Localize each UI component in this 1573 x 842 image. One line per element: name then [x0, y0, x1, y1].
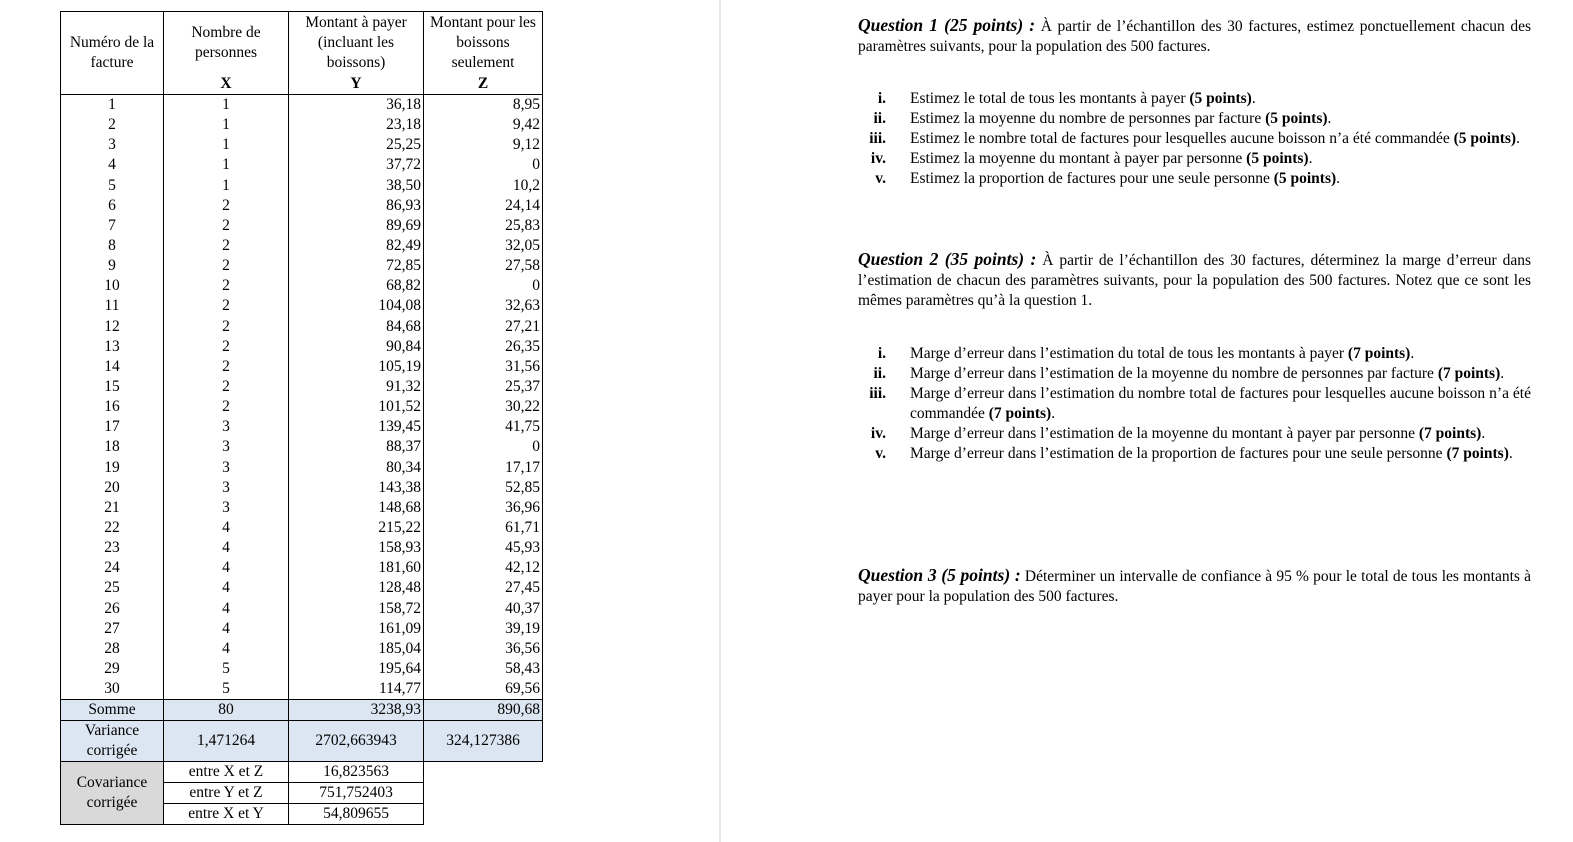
drinks-amount-cell: 30,22 [424, 397, 543, 417]
table-row [61, 216, 543, 236]
header-var-x: X [164, 74, 289, 95]
invoice-number-cell: 2 [61, 115, 164, 135]
drinks-amount-cell: 32,05 [424, 236, 543, 256]
question-1-intro: À partir de l’échantillon des 30 factures, estimez ponctuellement chacun des paramètres suivants, pour la population des 500 factures. [858, 18, 1532, 55]
persons-cell: 3 [164, 417, 289, 437]
item-text: Marge d’erreur dans l’estimation de la proportion de factures pour une seule personne [910, 445, 1447, 462]
invoice-number-cell: 28 [61, 639, 164, 659]
invoice-number-cell: 11 [61, 296, 164, 316]
roman-numeral: iv. [870, 150, 886, 167]
invoice-table [60, 11, 543, 825]
drinks-amount-cell: 10,2 [424, 176, 543, 196]
drinks-amount-cell: 27,58 [424, 256, 543, 276]
table-row [61, 478, 543, 498]
drinks-amount-cell: 17,17 [424, 458, 543, 478]
table-row [61, 498, 543, 518]
persons-cell: 4 [164, 639, 289, 659]
invoice-number-cell: 1 [61, 95, 164, 116]
invoice-number-cell: 24 [61, 558, 164, 578]
invoice-number-cell: 7 [61, 216, 164, 236]
persons-cell: 2 [164, 377, 289, 397]
table-row [61, 437, 543, 457]
question-item [858, 384, 1531, 424]
question-2-title: Question 2 (35 points) : [858, 249, 1037, 269]
invoice-number-cell: 12 [61, 317, 164, 337]
question-item [858, 89, 1531, 109]
invoice-number-cell: 27 [61, 619, 164, 639]
invoice-number-cell: 13 [61, 337, 164, 357]
invoice-number-cell: 14 [61, 357, 164, 377]
covariance-name: entre Y et Z [164, 783, 289, 804]
persons-cell: 1 [164, 95, 289, 116]
invoice-number-cell: 25 [61, 578, 164, 598]
table-row [61, 95, 543, 116]
drinks-amount-cell: 45,93 [424, 538, 543, 558]
page-divider [719, 0, 721, 842]
roman-numeral: iii. [869, 385, 886, 402]
covariance-value: 16,823563 [289, 762, 424, 783]
drinks-amount-cell: 0 [424, 155, 543, 175]
table-row [61, 599, 543, 619]
item-points: (7 points) [1437, 365, 1501, 382]
persons-cell: 5 [164, 679, 289, 700]
item-points: (5 points) [1189, 90, 1252, 107]
amount-due-cell: 36,18 [289, 95, 424, 116]
header-amount-due: Montant à payer (incluant les boissons) [289, 12, 424, 75]
amount-due-cell: 114,77 [289, 679, 424, 700]
amount-due-cell: 158,93 [289, 538, 424, 558]
empty-cell [424, 804, 543, 825]
persons-cell: 2 [164, 236, 289, 256]
amount-due-cell: 72,85 [289, 256, 424, 276]
amount-due-cell: 195,64 [289, 659, 424, 679]
amount-due-cell: 90,84 [289, 337, 424, 357]
sum-y: 3238,93 [289, 700, 424, 721]
item-tail: . [1516, 130, 1520, 147]
table-row [61, 578, 543, 598]
invoice-number-cell: 26 [61, 599, 164, 619]
persons-cell: 5 [164, 659, 289, 679]
item-points: (5 points) [1273, 170, 1337, 187]
invoice-number-cell: 29 [61, 659, 164, 679]
invoice-number-cell: 8 [61, 236, 164, 256]
persons-cell: 4 [164, 578, 289, 598]
roman-numeral: ii. [873, 365, 886, 382]
sum-z: 890,68 [424, 700, 543, 721]
item-text: Marge d’erreur dans l’estimation du nombre total de factures pour lesquelles aucune boisson n’a été commandée [910, 385, 1531, 422]
amount-due-cell: 215,22 [289, 518, 424, 538]
table-row [61, 135, 543, 155]
table-body [61, 95, 543, 700]
invoice-number-cell: 18 [61, 437, 164, 457]
drinks-amount-cell: 39,19 [424, 619, 543, 639]
table-row [61, 276, 543, 296]
persons-cell: 3 [164, 458, 289, 478]
drinks-amount-cell: 24,14 [424, 196, 543, 216]
header-var-z: Z [424, 74, 543, 95]
drinks-amount-cell: 27,45 [424, 578, 543, 598]
amount-due-cell: 84,68 [289, 317, 424, 337]
drinks-amount-cell: 25,37 [424, 377, 543, 397]
question-3-title: Question 3 (5 points) : [858, 565, 1021, 585]
invoice-number-cell: 15 [61, 377, 164, 397]
roman-numeral: ii. [873, 110, 886, 127]
drinks-amount-cell: 0 [424, 437, 543, 457]
persons-cell: 3 [164, 478, 289, 498]
invoice-number-cell: 6 [61, 196, 164, 216]
amount-due-cell: 143,38 [289, 478, 424, 498]
question-item [858, 424, 1531, 444]
table-row [61, 176, 543, 196]
item-text: Estimez la moyenne du montant à payer par personne [910, 150, 1247, 167]
variance-x: 1,471264 [164, 721, 289, 762]
amount-due-cell: 161,09 [289, 619, 424, 639]
persons-cell: 1 [164, 135, 289, 155]
empty-cell [424, 783, 543, 804]
table-row [61, 357, 543, 377]
persons-cell: 1 [164, 115, 289, 135]
variance-y: 2702,663943 [289, 721, 424, 762]
item-tail: . [1508, 445, 1513, 462]
question-item [858, 344, 1531, 364]
invoice-number-cell: 21 [61, 498, 164, 518]
persons-cell: 2 [164, 276, 289, 296]
item-tail: . [1308, 150, 1313, 167]
item-tail: . [1500, 365, 1505, 382]
amount-due-cell: 38,50 [289, 176, 424, 196]
amount-due-cell: 23,18 [289, 115, 424, 135]
item-text: Estimez la moyenne du nombre de personnes par facture [910, 110, 1266, 127]
variance-label: Variance corrigée [61, 721, 164, 762]
question-item [858, 364, 1531, 384]
table-row [61, 196, 543, 216]
roman-numeral: v. [875, 170, 886, 187]
item-points: (7 points) [1347, 345, 1411, 362]
header-persons: Nombre de personnes [164, 12, 289, 75]
question-2-items [858, 344, 1531, 464]
persons-cell: 2 [164, 216, 289, 236]
persons-cell: 2 [164, 317, 289, 337]
table-row [61, 659, 543, 679]
table-row [61, 256, 543, 276]
item-points: (5 points) [1246, 150, 1309, 167]
invoice-number-cell: 9 [61, 256, 164, 276]
drinks-amount-cell: 0 [424, 276, 543, 296]
item-points: (7 points) [1446, 445, 1509, 462]
covariance-label: Covariance corrigée [61, 762, 164, 825]
item-tail: . [1251, 90, 1256, 107]
table-row [61, 236, 543, 256]
item-tail: . [1336, 170, 1341, 187]
table-row [61, 317, 543, 337]
variance-z: 324,127386 [424, 721, 543, 762]
drinks-amount-cell: 32,63 [424, 296, 543, 316]
item-tail: . [1481, 425, 1486, 442]
sum-label: Somme [61, 700, 164, 721]
amount-due-cell: 91,32 [289, 377, 424, 397]
item-tail: . [1410, 345, 1415, 362]
amount-due-cell: 37,72 [289, 155, 424, 175]
invoice-number-cell: 23 [61, 538, 164, 558]
persons-cell: 4 [164, 518, 289, 538]
persons-cell: 2 [164, 296, 289, 316]
empty-cell [424, 762, 543, 783]
invoice-number-cell: 17 [61, 417, 164, 437]
question-item [858, 149, 1531, 169]
persons-cell: 1 [164, 176, 289, 196]
amount-due-cell: 89,69 [289, 216, 424, 236]
persons-cell: 3 [164, 437, 289, 457]
drinks-amount-cell: 61,71 [424, 518, 543, 538]
drinks-amount-cell: 42,12 [424, 558, 543, 578]
invoice-number-cell: 5 [61, 176, 164, 196]
drinks-amount-cell: 69,56 [424, 679, 543, 700]
item-text: Marge d’erreur dans l’estimation du total de tous les montants à payer [910, 345, 1348, 362]
drinks-amount-cell: 52,85 [424, 478, 543, 498]
table-row [61, 115, 543, 135]
roman-numeral: iv. [870, 425, 886, 442]
header-var-y: Y [289, 74, 424, 95]
drinks-amount-cell: 40,37 [424, 599, 543, 619]
invoice-number-cell: 16 [61, 397, 164, 417]
persons-cell: 4 [164, 558, 289, 578]
table-row [61, 619, 543, 639]
invoice-number-cell: 30 [61, 679, 164, 700]
amount-due-cell: 148,68 [289, 498, 424, 518]
drinks-amount-cell: 58,43 [424, 659, 543, 679]
drinks-amount-cell: 27,21 [424, 317, 543, 337]
amount-due-cell: 105,19 [289, 357, 424, 377]
item-text: Estimez la proportion de factures pour une seule personne [910, 170, 1274, 187]
table-row [61, 518, 543, 538]
roman-numeral: i. [877, 345, 886, 362]
persons-cell: 1 [164, 155, 289, 175]
question-item [858, 169, 1531, 189]
persons-cell: 4 [164, 599, 289, 619]
table-row [61, 296, 543, 316]
roman-numeral: v. [875, 445, 886, 462]
sum-x: 80 [164, 700, 289, 721]
item-points: (7 points) [1418, 425, 1482, 442]
covariance-value: 54,809655 [289, 804, 424, 825]
invoice-number-cell: 3 [61, 135, 164, 155]
amount-due-cell: 139,45 [289, 417, 424, 437]
drinks-amount-cell: 36,56 [424, 639, 543, 659]
persons-cell: 2 [164, 256, 289, 276]
item-tail: . [1327, 110, 1332, 127]
amount-due-cell: 68,82 [289, 276, 424, 296]
table-row [61, 538, 543, 558]
question-2-intro: À partir de l’échantillon des 30 factures, déterminez la marge d’erreur dans l’estimation de chacun des paramètres suivants, pour la population des 500 factures. Notez que ce sont les mêmes paramètres qu’à la question 1. [858, 252, 1532, 309]
invoice-number-cell: 20 [61, 478, 164, 498]
question-1 [858, 15, 1531, 57]
table-row [61, 337, 543, 357]
item-text: Marge d’erreur dans l’estimation de la moyenne du nombre de personnes par facture [910, 365, 1438, 382]
header-invoice-number: Numéro de la facture [61, 12, 164, 95]
table-row [61, 155, 543, 175]
item-text: Marge d’erreur dans l’estimation de la moyenne du montant à payer par personne [910, 425, 1419, 442]
persons-cell: 4 [164, 538, 289, 558]
roman-numeral: i. [877, 90, 886, 107]
roman-numeral: iii. [869, 130, 886, 147]
invoice-number-cell: 19 [61, 458, 164, 478]
invoice-number-cell: 10 [61, 276, 164, 296]
drinks-amount-cell: 9,42 [424, 115, 543, 135]
amount-due-cell: 104,08 [289, 296, 424, 316]
drinks-amount-cell: 25,83 [424, 216, 543, 236]
question-1-title: Question 1 (25 points) : [858, 15, 1036, 35]
item-tail: . [1051, 405, 1056, 422]
persons-cell: 2 [164, 337, 289, 357]
covariance-name: entre X et Z [164, 762, 289, 783]
question-item [858, 444, 1531, 464]
drinks-amount-cell: 8,95 [424, 95, 543, 116]
amount-due-cell: 185,04 [289, 639, 424, 659]
invoice-number-cell: 4 [61, 155, 164, 175]
item-points: (7 points) [988, 405, 1052, 422]
amount-due-cell: 82,49 [289, 236, 424, 256]
drinks-amount-cell: 26,35 [424, 337, 543, 357]
question-1-items [858, 89, 1531, 189]
question-3-intro: Déterminer un intervalle de confiance à 95 % pour le total de tous les montants à payer pour la population des 500 factures. [858, 568, 1532, 605]
question-2 [858, 249, 1531, 311]
question-item [858, 109, 1531, 129]
persons-cell: 2 [164, 196, 289, 216]
table-row [61, 679, 543, 700]
invoice-number-cell: 22 [61, 518, 164, 538]
table-row [61, 458, 543, 478]
amount-due-cell: 86,93 [289, 196, 424, 216]
amount-due-cell: 88,37 [289, 437, 424, 457]
table-row [61, 639, 543, 659]
table-row [61, 397, 543, 417]
item-points: (5 points) [1265, 110, 1328, 127]
question-item [858, 129, 1531, 149]
drinks-amount-cell: 36,96 [424, 498, 543, 518]
amount-due-cell: 128,48 [289, 578, 424, 598]
amount-due-cell: 80,34 [289, 458, 424, 478]
covariance-name: entre X et Y [164, 804, 289, 825]
item-points: (5 points) [1453, 130, 1517, 147]
table-row [61, 377, 543, 397]
table-row [61, 417, 543, 437]
persons-cell: 2 [164, 397, 289, 417]
item-text: Estimez le total de tous les montants à payer [910, 90, 1190, 107]
amount-due-cell: 25,25 [289, 135, 424, 155]
persons-cell: 2 [164, 357, 289, 377]
persons-cell: 3 [164, 498, 289, 518]
amount-due-cell: 158,72 [289, 599, 424, 619]
amount-due-cell: 181,60 [289, 558, 424, 578]
drinks-amount-cell: 41,75 [424, 417, 543, 437]
drinks-amount-cell: 31,56 [424, 357, 543, 377]
item-text: Estimez le nombre total de factures pour lesquelles aucune boisson n’a été commandée [910, 130, 1454, 147]
table-row [61, 558, 543, 578]
header-drinks-amount: Montant pour les boissons seulement [424, 12, 543, 75]
amount-due-cell: 101,52 [289, 397, 424, 417]
covariance-value: 751,752403 [289, 783, 424, 804]
drinks-amount-cell: 9,12 [424, 135, 543, 155]
persons-cell: 4 [164, 619, 289, 639]
question-3 [858, 565, 1531, 607]
